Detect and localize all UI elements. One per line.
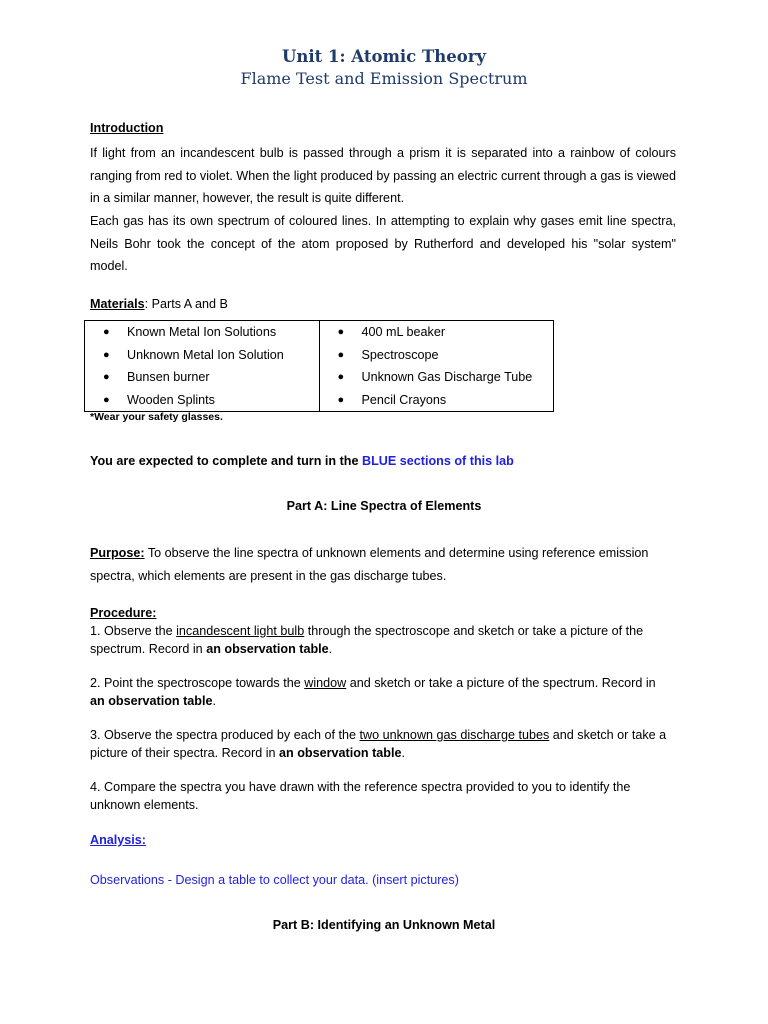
document-subtitle: Flame Test and Emission Spectrum (240, 69, 528, 88)
step-2-underlined: window (304, 676, 347, 690)
part-a-title: Part A: Line Spectra of Elements (286, 499, 482, 513)
materials-suffix: : Parts A and B (144, 297, 228, 311)
step-4-line-2: unknown elements. (90, 798, 199, 812)
bullet-icon: ● (103, 371, 110, 384)
materials-column-1 (85, 321, 320, 412)
material-item: ● 400 mL beaker (320, 321, 554, 344)
material-item: ● Bunsen burner (85, 366, 319, 389)
step-1-underlined: incandescent light bulb (176, 624, 305, 638)
bullet-icon: ● (103, 393, 110, 406)
material-item: ● Spectroscope (320, 344, 554, 367)
safety-note: *Wear your safety glasses. (90, 411, 223, 423)
introduction-heading: Introduction (90, 121, 164, 135)
purpose-paragraph (90, 542, 676, 587)
expectation-highlight: BLUE sections of this lab (361, 454, 514, 468)
purpose-label: Purpose: (90, 546, 145, 560)
bullet-icon: ● (337, 348, 345, 361)
title-block (0, 46, 768, 90)
material-item: ● Pencil Crayons (320, 389, 554, 412)
part-b-title: Part B: Identifying an Unknown Metal (272, 918, 496, 932)
step-3-underlined: two unknown gas discharge tubes (359, 728, 550, 742)
step-3-line-1: 3. Observe the spectra produced by each of the two unknown gas discharge tubes and sketch or take a (90, 728, 667, 742)
material-item: ● Wooden Splints (85, 389, 319, 412)
procedure-heading: Procedure: (90, 606, 157, 620)
bullet-icon: ● (337, 393, 345, 406)
analysis-heading: Analysis: (90, 833, 146, 847)
introduction-paragraph-1: If light from an incandescent bulb is passed through a prism it is separated into a rainbow of colours ranging from red to violet. When the light produced by passing an electric current through a gas is viewed in a similar manner, however, the result is quite different. (90, 146, 676, 206)
bullet-icon: ● (337, 326, 345, 338)
materials-table (84, 320, 554, 412)
step-4-line-1: 4. Compare the spectra you have drawn with the reference spectra provided to you to identify the (90, 780, 631, 794)
step-1-line-1: 1. Observe the incandescent light bulb through the spectroscope and sketch or take a picture of the (90, 624, 644, 638)
material-item: ● Unknown Gas Discharge Tube (320, 366, 554, 389)
expectation-text: You are expected to complete and turn in the (90, 454, 362, 468)
step-1-line-2: spectrum. Record in an observation table. (90, 642, 333, 656)
expectation-line (90, 454, 514, 468)
material-item: ● Known Metal Ion Solutions (85, 321, 319, 344)
purpose-text: To observe the line spectra of unknown elements and determine using reference emission spectra, which elements are present in the gas discharge tubes. (90, 546, 649, 583)
materials-line (90, 297, 228, 311)
bullet-icon: ● (103, 348, 110, 361)
material-item: ● Unknown Metal Ion Solution (85, 344, 319, 367)
bullet-icon: ● (103, 326, 110, 338)
bullet-icon: ● (337, 371, 345, 384)
introduction-paragraph-2: Each gas has its own spectrum of coloured lines. In attempting to explain why gases emit line spectra, Neils Bohr took the concept of the atom proposed by Rutherford and developed his "solar system" model. (90, 214, 676, 274)
materials-column-2 (319, 321, 554, 412)
observations-instruction: Observations - Design a table to collect your data. (insert pictures) (90, 873, 459, 887)
materials-heading: Materials (90, 297, 145, 311)
step-2-line-2: an observation table. (90, 694, 216, 708)
step-3-line-2: picture of their spectra. Record in an observation table. (90, 746, 405, 760)
step-2-line-1: 2. Point the spectroscope towards the window and sketch or take a picture of the spectrum. Record in (90, 676, 656, 690)
document-title: Unit 1: Atomic Theory (281, 47, 487, 66)
